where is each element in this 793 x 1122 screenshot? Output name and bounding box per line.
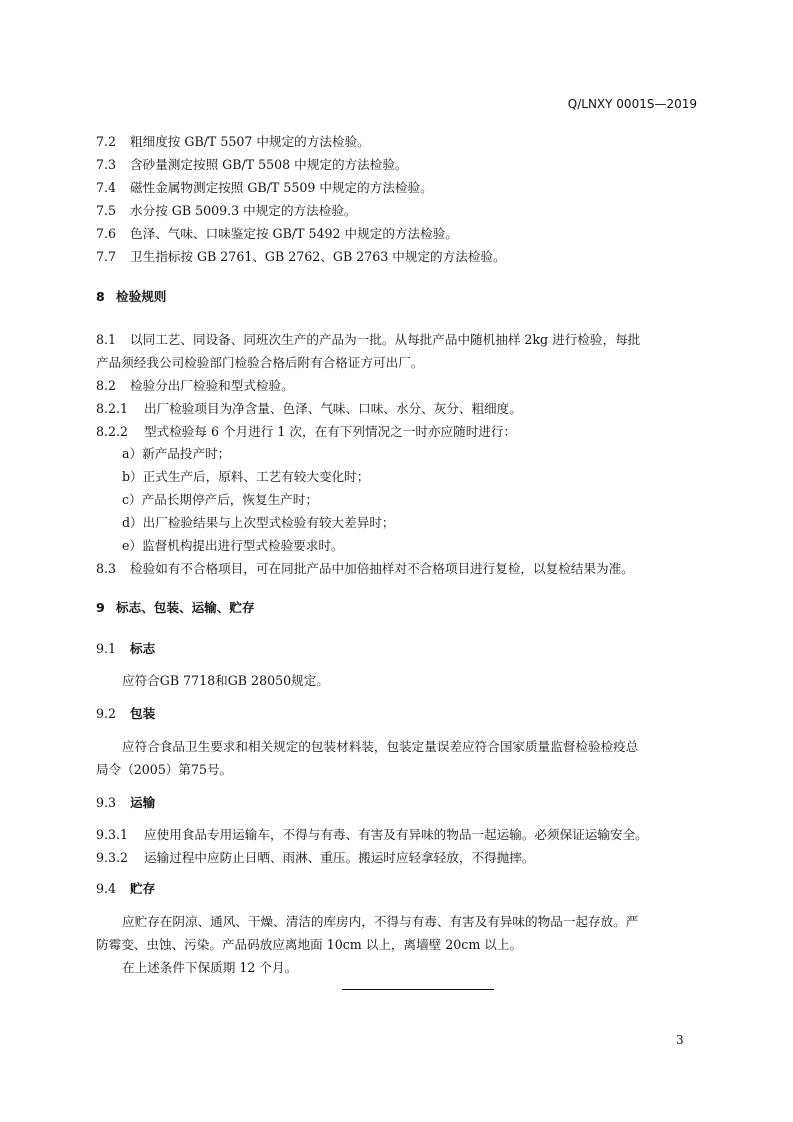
clause-text: 粗细度按 GB/T 5507 中规定的方法检验。 — [130, 134, 370, 149]
clause-8-1-continuation: 产品须经我公司检验部门检验合格后附有合格证方可出厂。 — [96, 355, 424, 370]
clause-text: 运输过程中应防止日晒、雨淋、重压。搬运时应轻拿轻放，不得抛摔。 — [144, 850, 535, 865]
document-id: Q/LNXY 0001S—2019 — [567, 97, 697, 111]
shelf-life-text: 在上述条件下保质期 12 个月。 — [122, 960, 298, 975]
subsection-number: 9.4 — [96, 881, 117, 896]
subsection-title: 运输 — [130, 795, 156, 810]
section-title: 检验规则 — [116, 289, 167, 304]
clause-number: 8.3 — [96, 561, 117, 576]
subsection-title: 包装 — [130, 706, 156, 721]
clause-text: 含砂量测定按照 GB/T 5508 中规定的方法检验。 — [130, 157, 408, 172]
clause-7-2 — [96, 134, 370, 150]
subsection-number: 9.3 — [96, 795, 117, 810]
clause-8-2-1 — [96, 401, 522, 417]
clause-text: 磁性金属物测定按照 GB/T 5509 中规定的方法检验。 — [130, 180, 433, 195]
list-item: b）正式生产后，原料、工艺有较大变化时； — [122, 469, 370, 484]
clause-8-2-2 — [96, 424, 516, 440]
page-number: 3 — [676, 1033, 684, 1047]
clause-text: 检验如有不合格项目，可在同批产品中加倍抽样对不合格项目进行复检，以复检结果为准。 — [130, 561, 634, 576]
clause-number: 7.5 — [96, 203, 117, 218]
list-item: e）监督机构提出进行型式检验要求时。 — [122, 538, 344, 553]
subsection-9-4-continuation: 防霉变、虫蚀、污染。产品码放应离地面 10cm 以上，离墙壁 20cm 以上。 — [96, 937, 523, 952]
clause-8-2 — [96, 378, 294, 394]
list-item: a）新产品投产时； — [122, 446, 231, 461]
list-item: d）出厂检验结果与上次型式检验有较大差异时； — [122, 515, 395, 530]
subsection-9-4-heading — [96, 881, 155, 897]
clause-number: 8.1 — [96, 332, 117, 347]
clause-number: 9.3.1 — [96, 827, 129, 842]
list-item: c）产品长期停产后，恢复生产时； — [122, 492, 318, 507]
clause-number: 8.2 — [96, 378, 117, 393]
clause-7-4 — [96, 180, 433, 196]
subsection-9-4-text: 应贮存在阴凉、通风、干燥、清洁的库房内，不得与有毒、有害及有异味的物品一起存放。严 — [122, 914, 639, 929]
clause-7-7 — [96, 249, 506, 265]
clause-7-3 — [96, 157, 408, 173]
clause-number: 7.7 — [96, 249, 117, 264]
clause-text: 色泽、气味、口味鉴定按 GB/T 5492 中规定的方法检验。 — [130, 226, 458, 241]
subsection-9-2-continuation: 局令（2005）第75号。 — [96, 762, 233, 777]
clause-8-1 — [96, 332, 640, 348]
clause-7-6 — [96, 226, 458, 242]
subsection-title: 贮存 — [130, 881, 156, 896]
clause-text: 检验分出厂检验和型式检验。 — [130, 378, 294, 393]
clause-number: 8.2.1 — [96, 401, 129, 416]
subsection-9-3-heading — [96, 795, 155, 811]
end-of-document-rule — [342, 989, 494, 990]
section-number: 8 — [96, 289, 105, 304]
clause-number: 7.3 — [96, 157, 117, 172]
clause-number: 7.2 — [96, 134, 117, 149]
subsection-number: 9.2 — [96, 706, 117, 721]
clause-text: 应使用食品专用运输车，不得与有毒、有害及有异味的物品一起运输。必须保证运输安全。 — [144, 827, 648, 842]
section-8-heading — [96, 289, 166, 305]
clause-7-5 — [96, 203, 357, 219]
section-number: 9 — [96, 600, 105, 615]
clause-number: 8.2.2 — [96, 424, 129, 439]
clause-text: 卫生指标按 GB 2761、GB 2762、GB 2763 中规定的方法检验。 — [130, 249, 506, 264]
subsection-9-2-heading — [96, 706, 155, 722]
clause-9-3-1 — [96, 827, 648, 843]
clause-8-3 — [96, 561, 634, 577]
subsection-title: 标志 — [130, 641, 156, 656]
subsection-number: 9.1 — [96, 641, 117, 656]
subsection-9-1-heading — [96, 641, 155, 657]
clause-text: 型式检验每 6 个月进行 1 次，在有下列情况之一时亦应随时进行： — [144, 424, 517, 439]
clause-9-3-2 — [96, 850, 534, 866]
subsection-9-2-text: 应符合食品卫生要求和相关规定的包装材料装，包装定量误差应符合国家质量监督检验检疫总 — [122, 739, 639, 754]
clause-number: 7.4 — [96, 180, 117, 195]
section-9-heading — [96, 600, 255, 616]
subsection-9-1-text: 应符合GB 7718和GB 28050规定。 — [122, 673, 329, 688]
clause-text: 水分按 GB 5009.3 中规定的方法检验。 — [130, 203, 357, 218]
clause-number: 7.6 — [96, 226, 117, 241]
clause-text: 以同工艺、同设备、同班次生产的产品为一批。从每批产品中随机抽样 2kg 进行检验，每批 — [130, 332, 641, 347]
section-title: 标志、包装、运输、贮存 — [116, 600, 255, 615]
clause-text: 出厂检验项目为净含量、色泽、气味、口味、水分、灰分、粗细度。 — [144, 401, 522, 416]
clause-number: 9.3.2 — [96, 850, 129, 865]
